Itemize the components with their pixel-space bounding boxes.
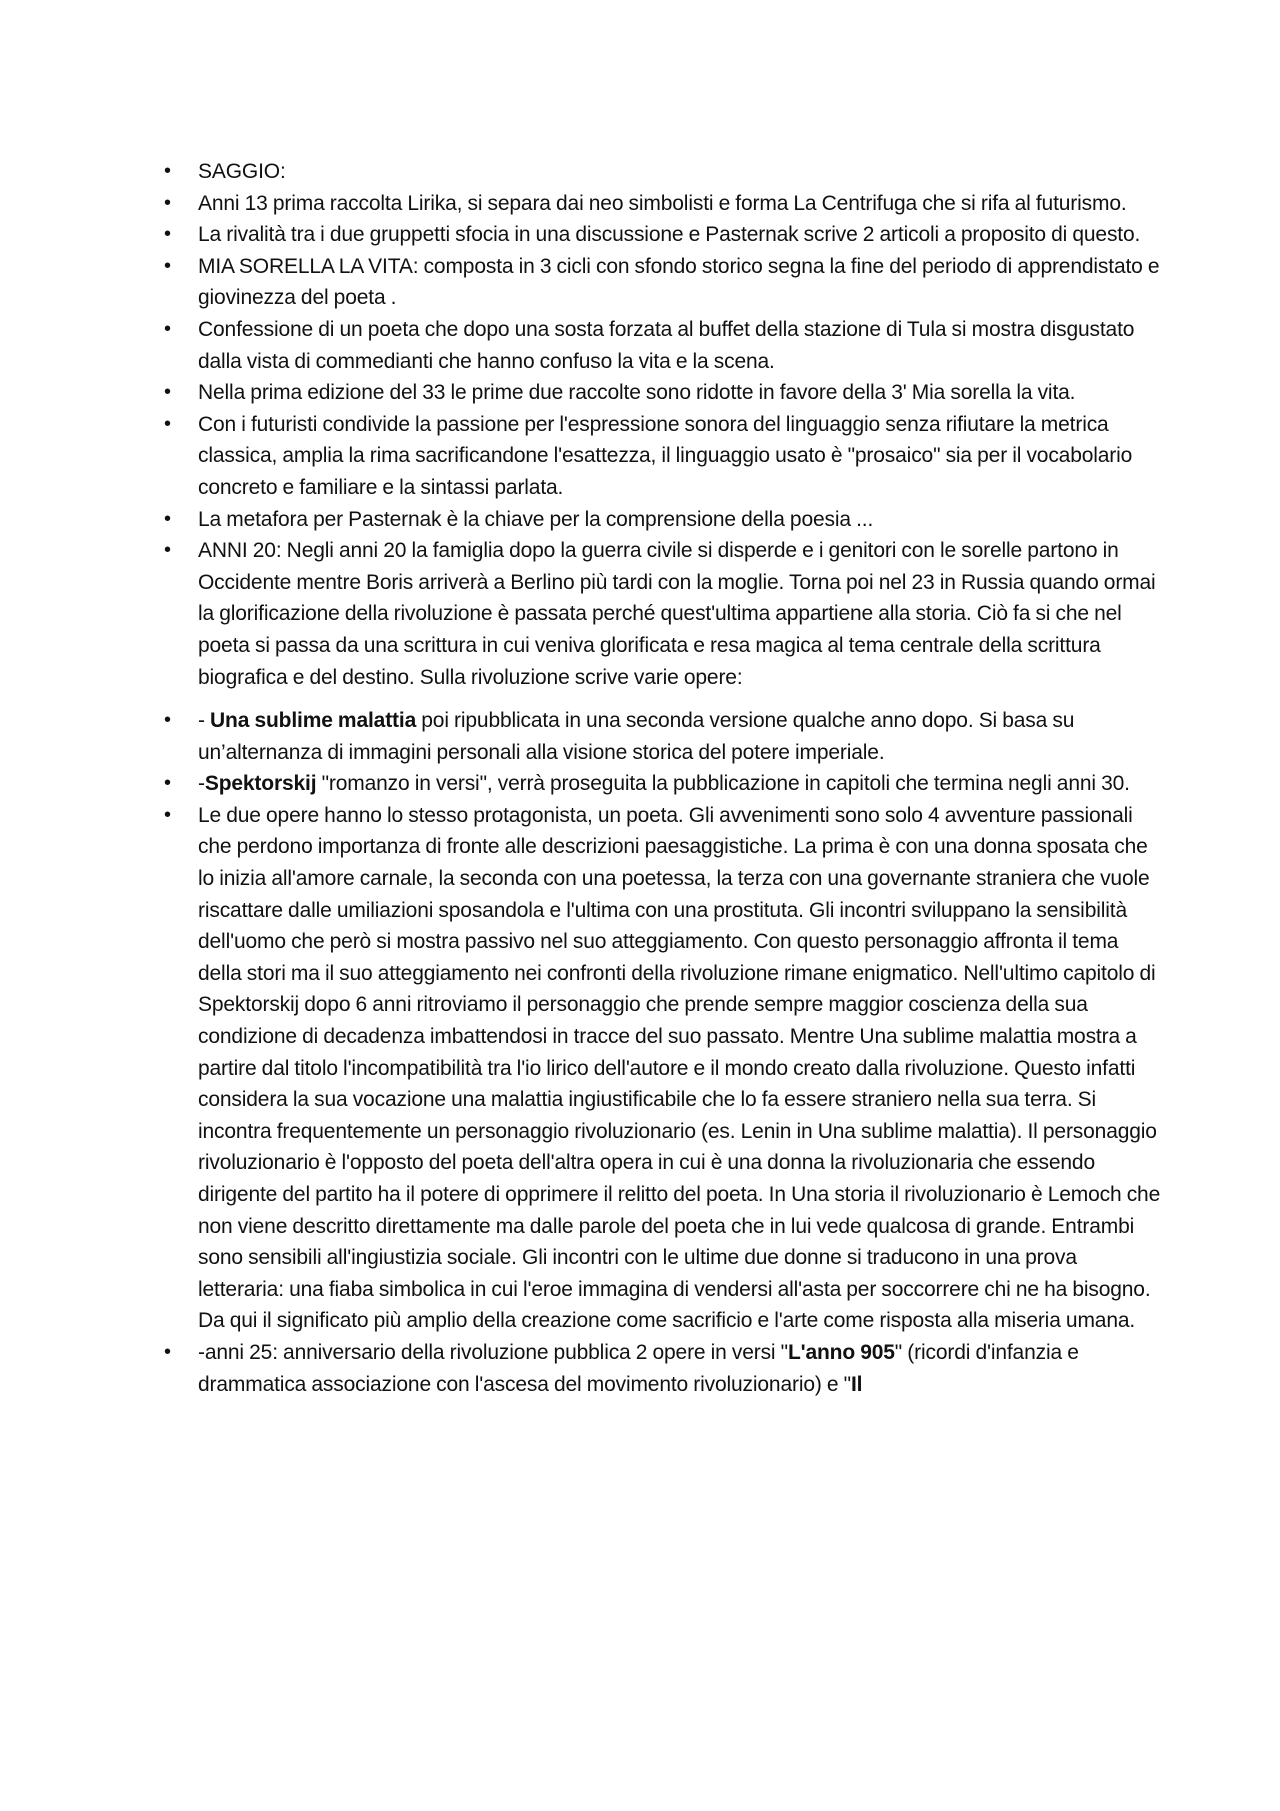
work-title-bold: Una sublime malattia xyxy=(210,709,417,733)
list-item-text: Le due opere hanno lo stesso protagonista, un poeta. Gli avvenimenti sono solo 4 avventure passionali che perdono importanza di fronte alle descrizioni paesaggistiche. La prima è con una donna sposata che lo inizia all'amore carnale, la seconda con una poetessa, la terza con una governante straniera che vuole riscattare dalle umiliazioni sposandola e l'ultima con una prostituta. Gli incontri sviluppano la sensibilità dell'uomo che però si mostra passivo nel suo atteggiamento. Con questo personaggio affronta il tema della stori ma il suo atteggiamento nei confronti della rivoluzione rimane enigmatico. Nell'ultimo capitolo di Spektorskij dopo 6 anni ritroviamo il personaggio che prende sempre maggior coscienza della sua condizione di decadenza imbattendosi in tracce del suo passato. Mentre Una sublime malattia mostra a partire dal titolo l'incompatibilità tra l'io lirico dell'autore e il mondo creato dalla rivoluzione. Questo infatti considera la sua vocazione una malattia ingiustificabile che lo fa essere straniero nella sua terra. Si incontra frequentemente un personaggio rivoluzionario (es. Lenin in Una sublime malattia). Il personaggio rivoluzionario è l'opposto del poeta dell'altra opera in cui è una donna la rivoluzionaria che essendo dirigente del partito ha il potere di opprimere il relitto del poeta. In Una storia il rivoluzionario è Lemoch che non viene descritto direttamente ma dalle parole del poeta che in lui vede qualcosa di grande. Entrambi sono sensibili all'ingiustizia sociale. Gli incontri con le ultime due donne si traducono in una prova letteraria: una fiaba simbolica in cui l'eroe immagina di vendersi all'asta per soccorrere chi ne ha bisogno. Da qui il significato più amplio della creazione come sacrificio e l'arte come risposta alla miseria umana. xyxy=(198,803,1161,1333)
list-item xyxy=(162,377,1162,409)
list-item-protagonista xyxy=(162,800,1162,1337)
work-title-bold: Il xyxy=(850,1372,863,1396)
bullet-icon: • xyxy=(164,254,171,277)
work-title-bold: Spektorskij xyxy=(204,772,317,796)
list-item xyxy=(162,409,1162,504)
bullet-icon: • xyxy=(164,160,171,182)
list-item-text: Con i futuristi condivide la passione per l'espressione sonora del linguaggio senza rifiutare la metrica classica, amplia la rima sacrificandone l'esattezza, il linguaggio usato è "prosaico" sia per il vocabolario concreto e familiare e la sintassi parlata. xyxy=(198,412,1133,499)
bullet-icon: • xyxy=(164,772,171,795)
list-item-text: SAGGIO: xyxy=(198,160,286,183)
item-prefix: - xyxy=(198,772,205,796)
list-item xyxy=(162,535,1162,693)
item-prefix: -anni 25: anniversario della rivoluzione pubblica 2 opere in versi " xyxy=(198,1340,788,1364)
list-item-text: MIA SORELLA LA VITA: composta in 3 cicli con sfondo storico segna la fine del periodo di apprendistato e giovinezza del poeta . xyxy=(198,254,1160,310)
list-item xyxy=(162,314,1162,377)
list-item-text: La rivalità tra i due gruppetti sfocia in una discussione e Pasternak scrive 2 articoli a proposito di questo. xyxy=(198,223,1141,247)
list-item-spektorskij xyxy=(162,768,1162,800)
list-item-text: "romanzo in versi", verrà proseguita la pubblicazione in capitoli che termina negli anni 30. xyxy=(316,772,1130,796)
bullet-icon: • xyxy=(164,1340,171,1363)
list-item-text: poi ripubblicata in una seconda versione qualche anno dopo. Si basa su un’alternanza di immagini personali alla visione storica del potere imperiale. xyxy=(198,709,1075,764)
list-item-sublime-malattia xyxy=(162,705,1162,768)
list-item xyxy=(162,504,1162,536)
bullet-icon: • xyxy=(164,223,171,246)
bullet-icon: • xyxy=(164,539,171,562)
list-item-text: La metafora per Pasternak è la chiave per la comprensione della poesia ... xyxy=(198,507,874,531)
list-item xyxy=(162,251,1162,314)
bullet-icon: • xyxy=(164,381,171,404)
item-prefix: - xyxy=(198,709,211,733)
bullet-icon: • xyxy=(164,803,171,826)
list-item-text: " (ricordi d'infanzia e drammatica associazione con l'ascesa del movimento rivoluzionario) e " xyxy=(198,1340,1079,1396)
list-item-anni-25 xyxy=(162,1337,1162,1400)
work-title-bold: L'anno 905 xyxy=(787,1340,895,1364)
list-item-text: Anni 13 prima raccolta Lirika, si separa dai neo simbolisti e forma La Centrifuga che si rifa al futurismo. xyxy=(198,191,1127,215)
list-item xyxy=(162,188,1162,220)
bullet-icon: • xyxy=(164,412,171,435)
bullet-icon: • xyxy=(164,191,171,214)
list-item-text: Confessione di un poeta che dopo una sosta forzata al buffet della stazione di Tula si mostra disgustato dalla vista di commedianti che hanno confuso la vita e la scena. xyxy=(198,317,1135,373)
list-item xyxy=(162,219,1162,251)
bullet-icon: • xyxy=(164,317,171,340)
list-item xyxy=(162,156,1162,188)
bullet-icon: • xyxy=(164,507,171,530)
bullet-list xyxy=(162,156,1162,1400)
bullet-icon: • xyxy=(164,709,171,732)
list-item-text: ANNI 20: Negli anni 20 la famiglia dopo la guerra civile si disperde e i genitori con le sorelle partono in Occidente mentre Boris arriverà a Berlino più tardi con la moglie. Torna poi nel 23 in Russia quando ormai la glorificazione della rivoluzione è passata perché quest'ultima appartiene alla storia. Ciò fa si che nel poeta si passa da una scrittura in cui veniva glorificata e resa magica al tema centrale della scrittura biografica e del destino. Sulla rivoluzione scrive varie opere: xyxy=(198,539,1156,689)
list-item-text: Nella prima edizione del 33 le prime due raccolte sono ridotte in favore della 3' Mia sorella la vita. xyxy=(198,381,1076,405)
